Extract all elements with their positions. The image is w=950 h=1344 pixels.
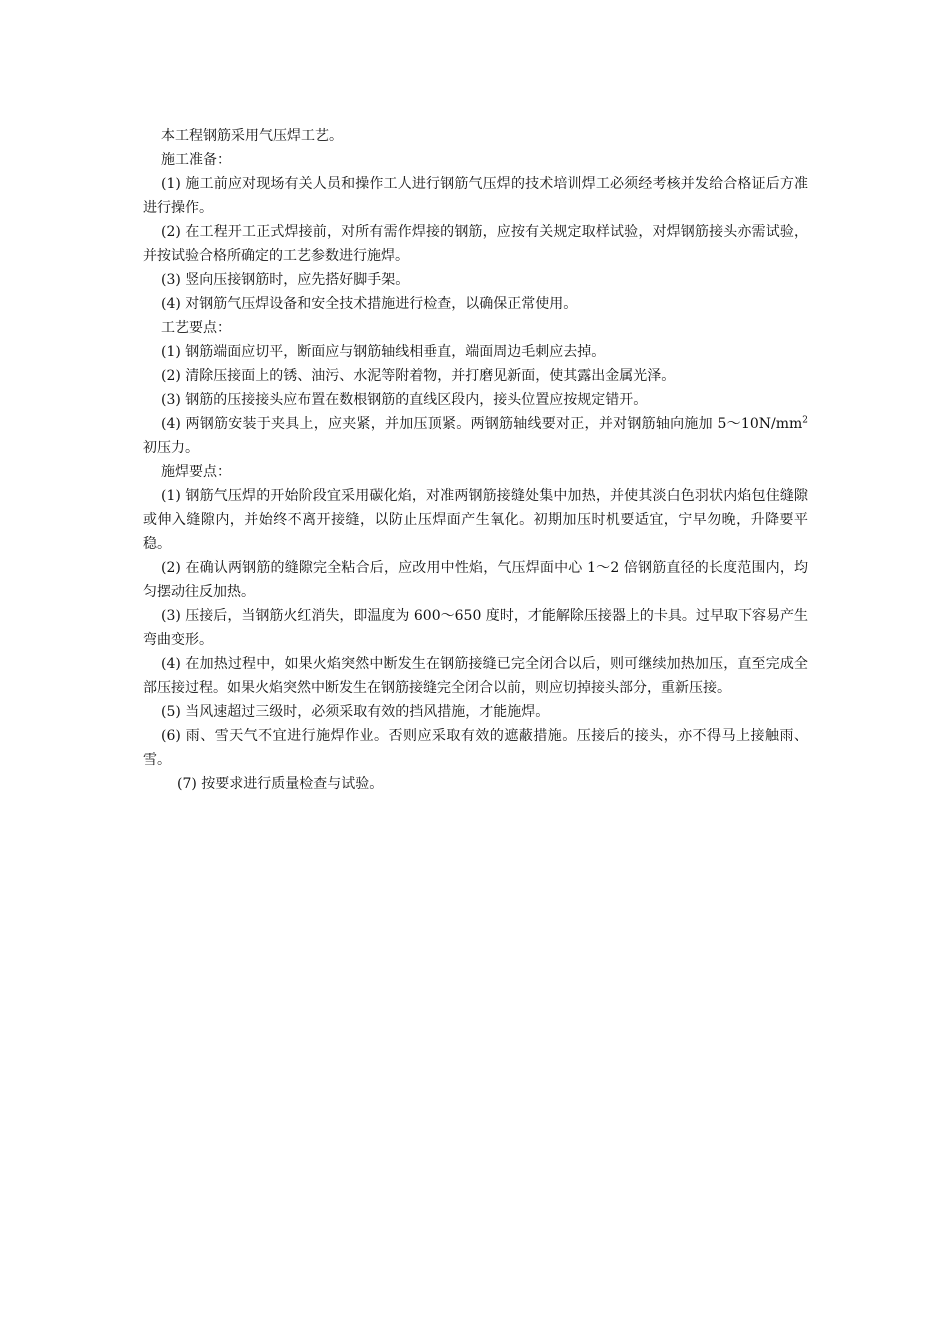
preparation-item-3: (3) 竖向压接钢筋时，应先搭好脚手架。 — [161, 272, 410, 288]
intro-paragraph: 本工程钢筋采用气压焊工艺。 — [161, 128, 343, 144]
welding-item-5: (5) 当风速超过三级时，必须采取有效的挡风措施，才能施焊。 — [161, 704, 550, 720]
process-item-3: (3) 钢筋的压接接头应布置在数根钢筋的直线区段内，接头位置应按规定错开。 — [161, 392, 648, 408]
section-heading-preparation: 施工准备： — [161, 152, 231, 168]
document-body — [143, 124, 808, 796]
welding-item-2: (2) 在确认两钢筋的缝隙完全粘合后，应改用中性焰，气压焊面中心 1～2 倍钢筋直径的长度范围内，均匀摆动往反加热。 — [143, 560, 808, 600]
process-item-4-tail: 初压力。 — [143, 440, 199, 456]
process-item-2: (2) 清除压接面上的锈、油污、水泥等附着物，并打磨见新面，使其露出金属光泽。 — [161, 368, 676, 384]
preparation-item-2: (2) 在工程开工正式焊接前，对所有需作焊接的钢筋，应按有关规定取样试验，对焊钢筋接头亦需试验，并按试验合格所确定的工艺参数进行施焊。 — [143, 224, 808, 264]
section-heading-process: 工艺要点： — [161, 320, 231, 336]
section-heading-welding: 施焊要点： — [161, 464, 231, 480]
process-item-4 — [143, 412, 808, 460]
process-item-1: (1) 钢筋端面应切平，断面应与钢筋轴线相垂直，端面周边毛刺应去掉。 — [161, 344, 606, 360]
welding-item-1: (1) 钢筋气压焊的开始阶段宜采用碳化焰，对准两钢筋接缝处集中加热，并使其淡白色羽状内焰包住缝隙或伸入缝隙内，并始终不离开接缝，以防止压焊面产生氧化。初期加压时机要适宜，宁早勿晚，升降要平稳。 — [143, 488, 808, 552]
superscript-2: 2 — [802, 415, 808, 426]
welding-item-6: (6) 雨、雪天气不宜进行施焊作业。否则应采取有效的遮蔽措施。压接后的接头，亦不得马上接触雨、雪。 — [143, 728, 808, 768]
preparation-item-1: (1) 施工前应对现场有关人员和操作工人进行钢筋气压焊的技术培训焊工必须经考核并发给合格证后方准进行操作。 — [143, 176, 808, 216]
welding-item-3: (3) 压接后，当钢筋火红消失，即温度为 600～650 度时，才能解除压接器上的卡具。过早取下容易产生弯曲变形。 — [143, 608, 808, 648]
preparation-item-4: (4) 对钢筋气压焊设备和安全技术措施进行检查，以确保正常使用。 — [161, 296, 578, 312]
welding-item-7: (7) 按要求进行质量检查与试验。 — [177, 776, 384, 792]
welding-item-4: (4) 在加热过程中，如果火焰突然中断发生在钢筋接缝已完全闭合以后，则可继续加热加压，直至完成全部压接过程。如果火焰突然中断发生在钢筋接缝完全闭合以前，则应切掉接头部分，重新压接。 — [143, 656, 808, 696]
process-item-4-text: (4) 两钢筋安装于夹具上，应夹紧，并加压顶紧。两钢筋轴线要对正，并对钢筋轴向施加 5～10N/mm — [161, 416, 803, 432]
